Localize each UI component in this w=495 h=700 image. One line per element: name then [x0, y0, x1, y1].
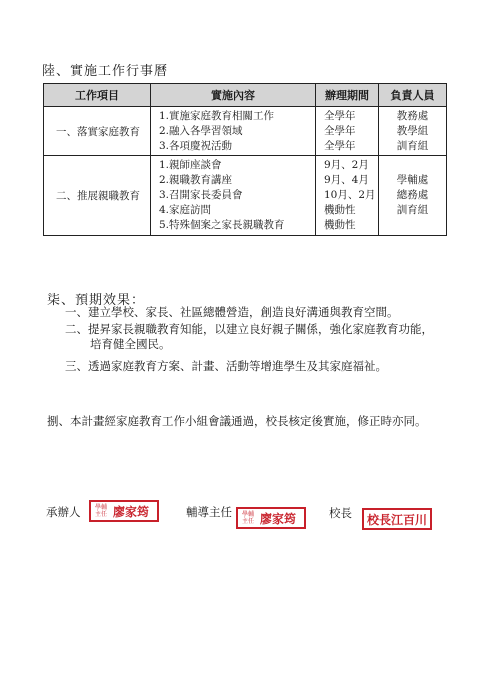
- row-contents: [151, 107, 316, 156]
- staff-line: 學輔處: [396, 174, 429, 186]
- staff-line: 訓育組: [396, 139, 429, 152]
- seal-title: 學輔 主任: [242, 511, 255, 525]
- seal-name: 廖家筠: [260, 511, 297, 526]
- row-staff: [379, 156, 447, 236]
- principal-seal: [362, 508, 432, 530]
- section-6-title: 陸、實施工作行事曆: [42, 64, 169, 79]
- principal-label: 校長: [329, 506, 352, 520]
- director-label: 輔導主任: [186, 505, 232, 519]
- header-staff: 負責人員: [379, 84, 447, 107]
- row-contents: [151, 156, 316, 236]
- row-periods: [316, 107, 379, 156]
- staff-line: 訓育組: [396, 204, 429, 216]
- content-line: 3.召開家長委員會: [159, 189, 243, 201]
- effect-item-1: 一、建立學校、家長、社區總體營造，創造良好溝通與教育空間。: [65, 305, 399, 319]
- handler-seal: [89, 500, 159, 522]
- table-row: [44, 156, 447, 236]
- schedule-table: [43, 83, 447, 236]
- table-header-row: [44, 84, 447, 107]
- content-line: 3.各項慶祝活動: [159, 139, 233, 152]
- handler-label: 承辦人: [46, 505, 81, 519]
- effect-item-2: 二、提昇家長親職教育知能，以建立良好親子關係，強化家庭教育功能，: [65, 322, 433, 336]
- section-8-text: 捌、本計畫經家庭教育工作小組會議通過，校長核定後實施，修正時亦同。: [47, 414, 427, 428]
- director-seal: [236, 507, 306, 529]
- period-line: 全學年: [324, 124, 356, 137]
- header-work-item: 工作項目: [44, 84, 151, 107]
- effect-item-2-cont: 培育健全國民。: [90, 337, 171, 351]
- period-line: 9月、4月: [324, 174, 369, 186]
- period-line: 全學年: [324, 139, 356, 152]
- content-line: 1.實施家庭教育相關工作: [159, 109, 275, 122]
- staff-line: 總務處: [396, 189, 429, 201]
- period-line: 機動性: [324, 219, 356, 231]
- header-content: 實施內容: [151, 84, 316, 107]
- content-line: 2.親職教育講座: [159, 174, 233, 186]
- row-periods: [316, 156, 379, 236]
- header-period: 辦理期間: [316, 84, 379, 107]
- row-item: 二、推展親職教育: [44, 156, 151, 236]
- period-line: 9月、2月: [324, 159, 369, 171]
- period-line: 機動性: [324, 204, 356, 216]
- content-line: 1.親師座談會: [159, 159, 222, 171]
- staff-line: 教學組: [396, 124, 429, 137]
- section-7-title: 柒、預期效果：: [47, 293, 146, 308]
- staff-line: 教務處: [396, 109, 429, 122]
- seal-name: 校長江百川: [367, 512, 428, 527]
- period-line: 全學年: [324, 109, 356, 122]
- row-staff: [379, 107, 447, 156]
- row-item: 一、落實家庭教育: [44, 107, 151, 156]
- seal-title: 學輔 主任: [95, 504, 108, 518]
- effect-item-3: 三、透過家庭教育方案、計畫、活動等增進學生及其家庭福祉。: [65, 359, 387, 373]
- content-line: 2.融入各學習領域: [159, 124, 243, 137]
- period-line: 10月、2月: [324, 189, 376, 201]
- content-line: 5.特殊個案之家長親職教育: [159, 219, 285, 231]
- table-row: [44, 107, 447, 156]
- content-line: 4.家庭訪問: [159, 204, 212, 216]
- seal-name: 廖家筠: [113, 504, 150, 519]
